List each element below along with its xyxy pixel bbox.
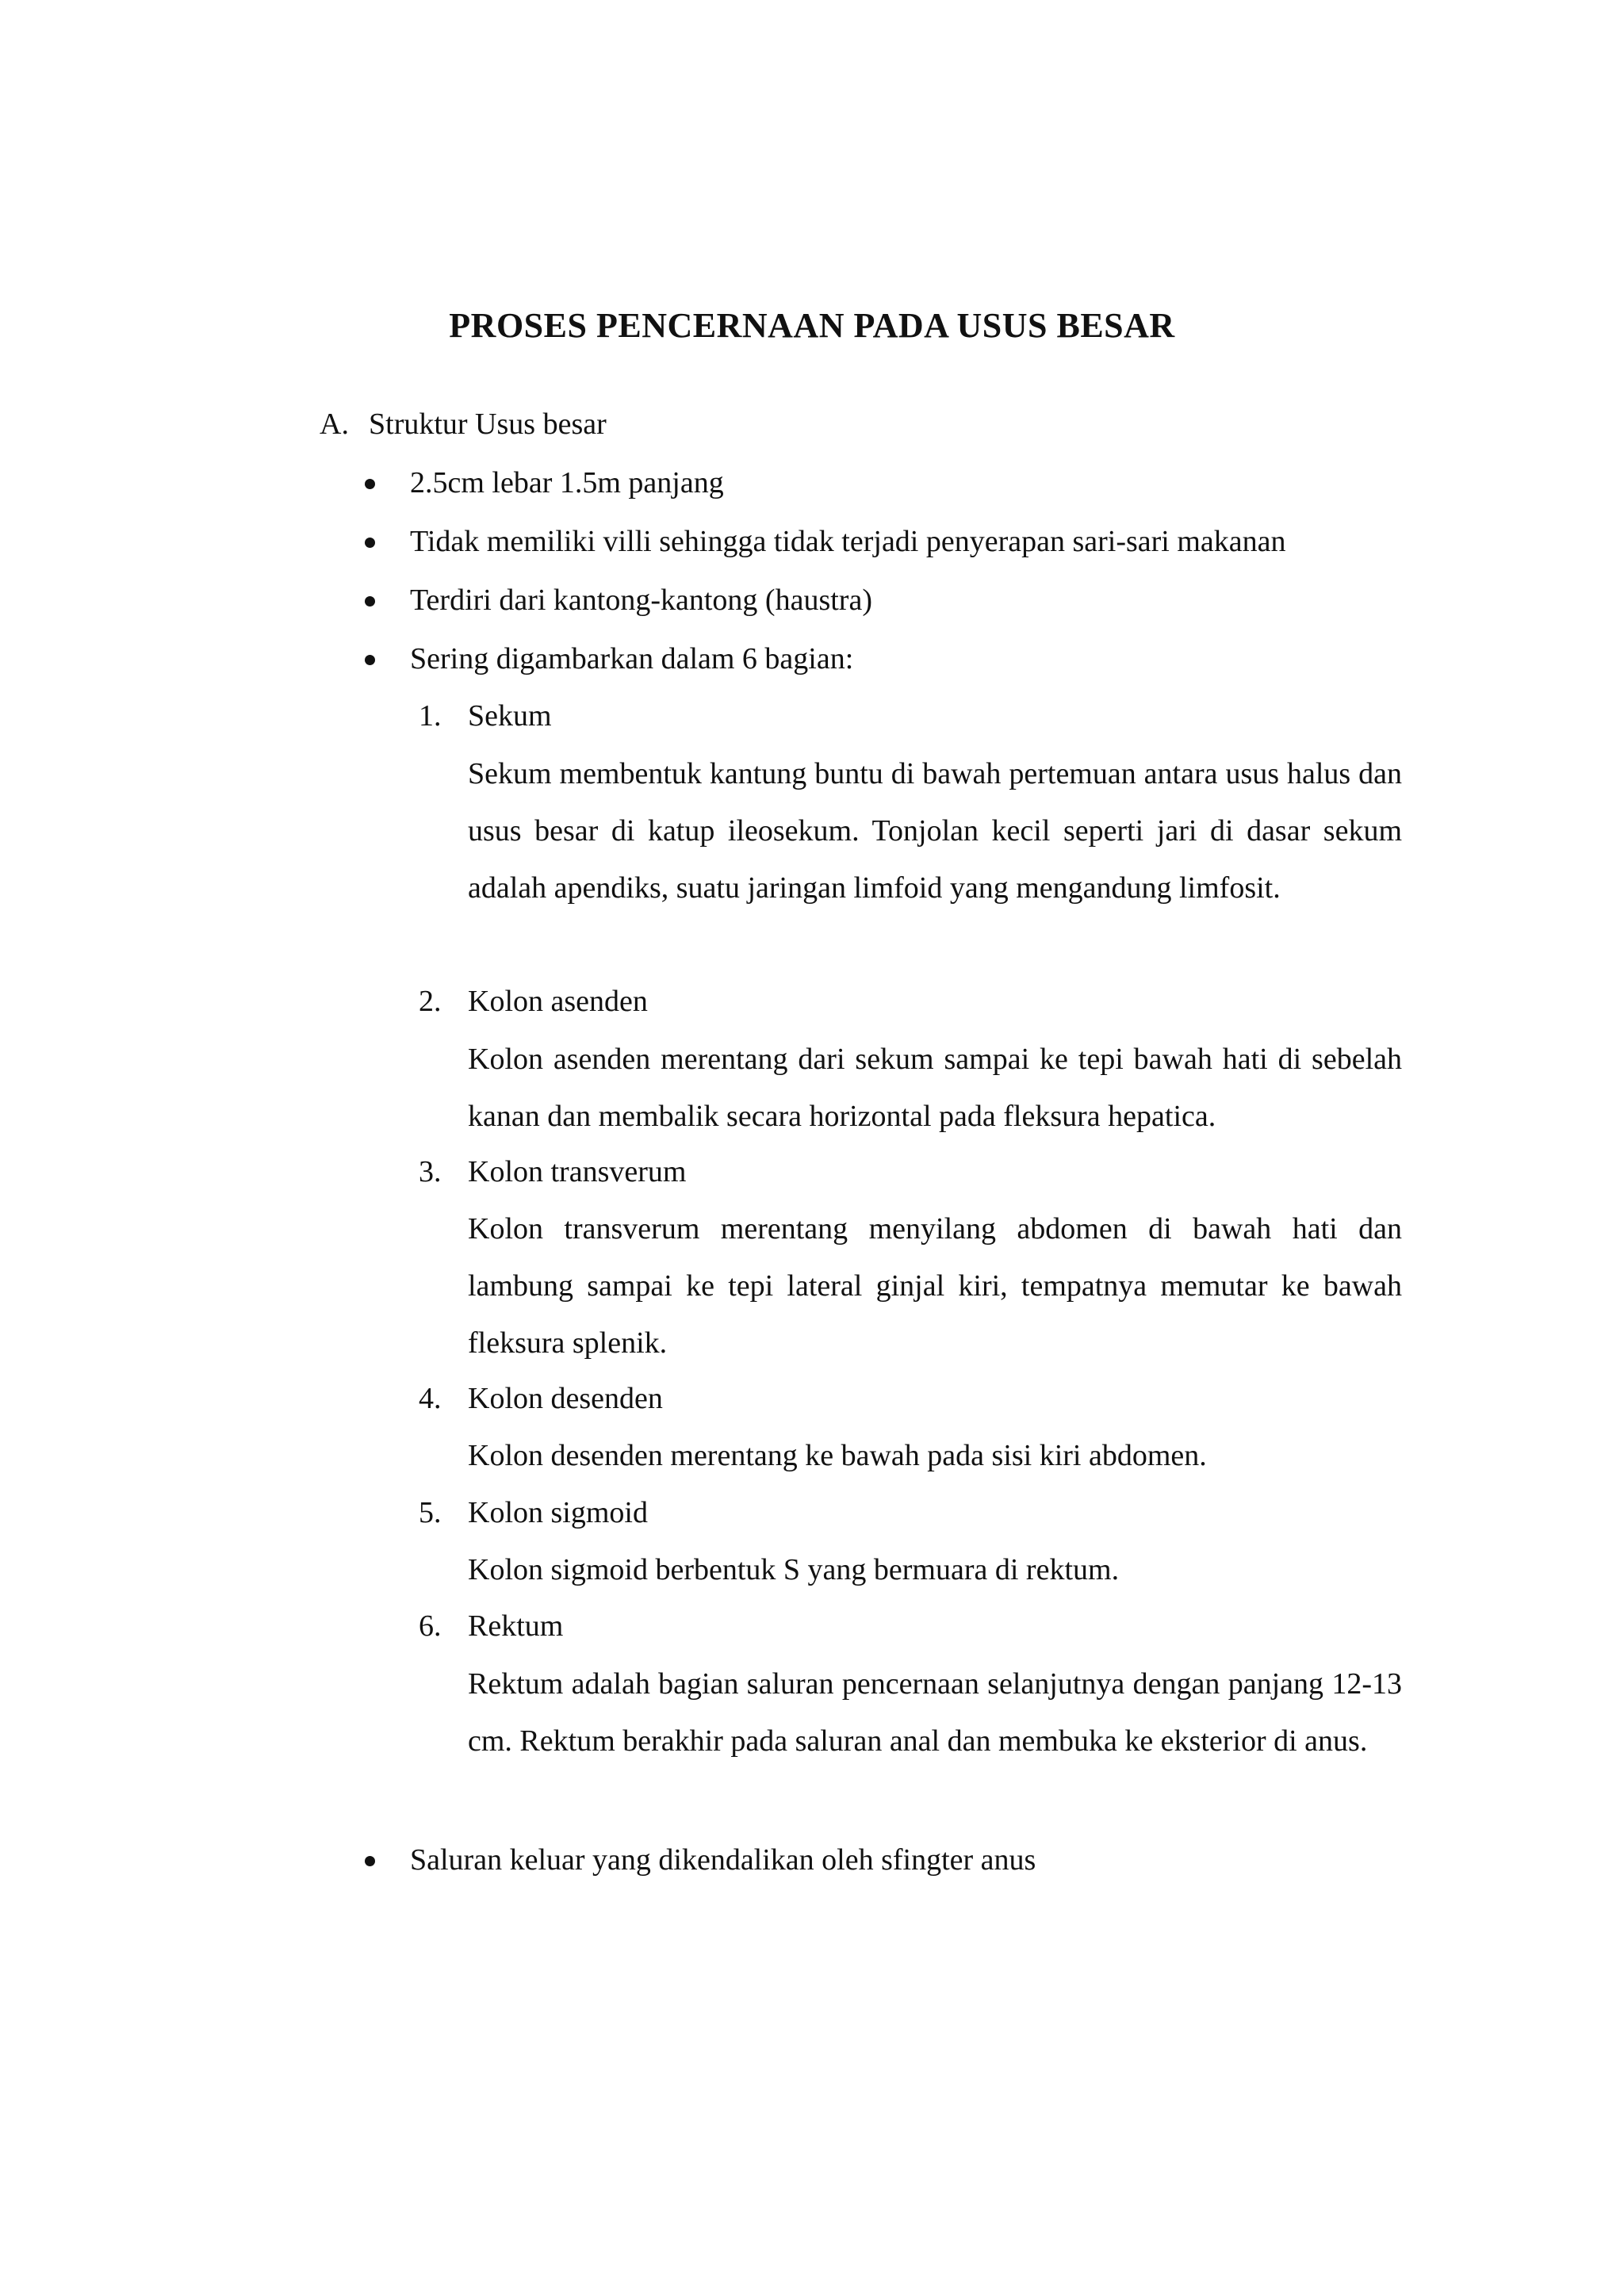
bullet-item: Terdiri dari kantong-kantong (haustra)	[410, 584, 872, 617]
part-number: 2.	[419, 985, 442, 1018]
part-description: Kolon desenden merentang ke bawah pada sisi kiri abdomen.	[468, 1439, 1207, 1472]
part-name: Kolon desenden	[468, 1382, 663, 1415]
part-description: Kolon asenden merentang dari sekum sampai ke tepi bawah hati di sebelah kanan dan membalik secara horizontal pada fleksura hepatica.	[468, 1043, 1402, 1133]
bullet-dot	[365, 479, 375, 489]
bullet-dot	[365, 538, 375, 548]
part-name: Rektum	[468, 1609, 564, 1643]
part-number: 3.	[419, 1155, 442, 1188]
part-number: 1.	[419, 699, 442, 733]
part-number: 5.	[419, 1496, 442, 1529]
section-marker: A.	[320, 408, 349, 441]
bullet-item: Saluran keluar yang dikendalikan oleh sfingter anus	[410, 1843, 1036, 1877]
part-name: Kolon sigmoid	[468, 1496, 648, 1529]
part-description: Rektum adalah bagian saluran pencernaan selanjutnya dengan panjang 12-13 cm. Rektum berakhir pada saluran anal dan membuka ke eksterior di anus.	[468, 1667, 1402, 1758]
bullet-item: 2.5cm lebar 1.5m panjang	[410, 466, 724, 499]
part-name: Kolon transverum	[468, 1155, 687, 1188]
page-title: PROSES PENCERNAAN PADA USUS BESAR	[449, 306, 1175, 345]
part-name: Kolon asenden	[468, 985, 648, 1018]
part-name: Sekum	[468, 699, 552, 733]
title-container	[0, 305, 1624, 346]
bullet-item: Tidak memiliki villi sehingga tidak terjadi penyerapan sari-sari makanan	[410, 525, 1286, 558]
part-number: 6.	[419, 1609, 442, 1643]
bullet-dot	[365, 1856, 375, 1866]
part-description: Kolon transverum merentang menyilang abdomen di bawah hati dan lambung sampai ke tepi lateral ginjal kiri, tempatnya memutar ke bawah fleksura splenik.	[468, 1212, 1402, 1360]
bullet-dot	[365, 655, 375, 665]
bullet-dot	[365, 596, 375, 607]
bullet-item: Sering digambarkan dalam 6 bagian:	[410, 642, 854, 675]
part-number: 4.	[419, 1382, 442, 1415]
section-heading: Struktur Usus besar	[369, 408, 607, 441]
part-description: Sekum membentuk kantung buntu di bawah pertemuan antara usus halus dan usus besar di katup ileosekum. Tonjolan kecil seperti jari di dasar sekum adalah apendiks, suatu jaringan limfoid yang mengandung limfosit.	[468, 757, 1402, 905]
part-description: Kolon sigmoid berbentuk S yang bermuara di rektum.	[468, 1553, 1120, 1586]
